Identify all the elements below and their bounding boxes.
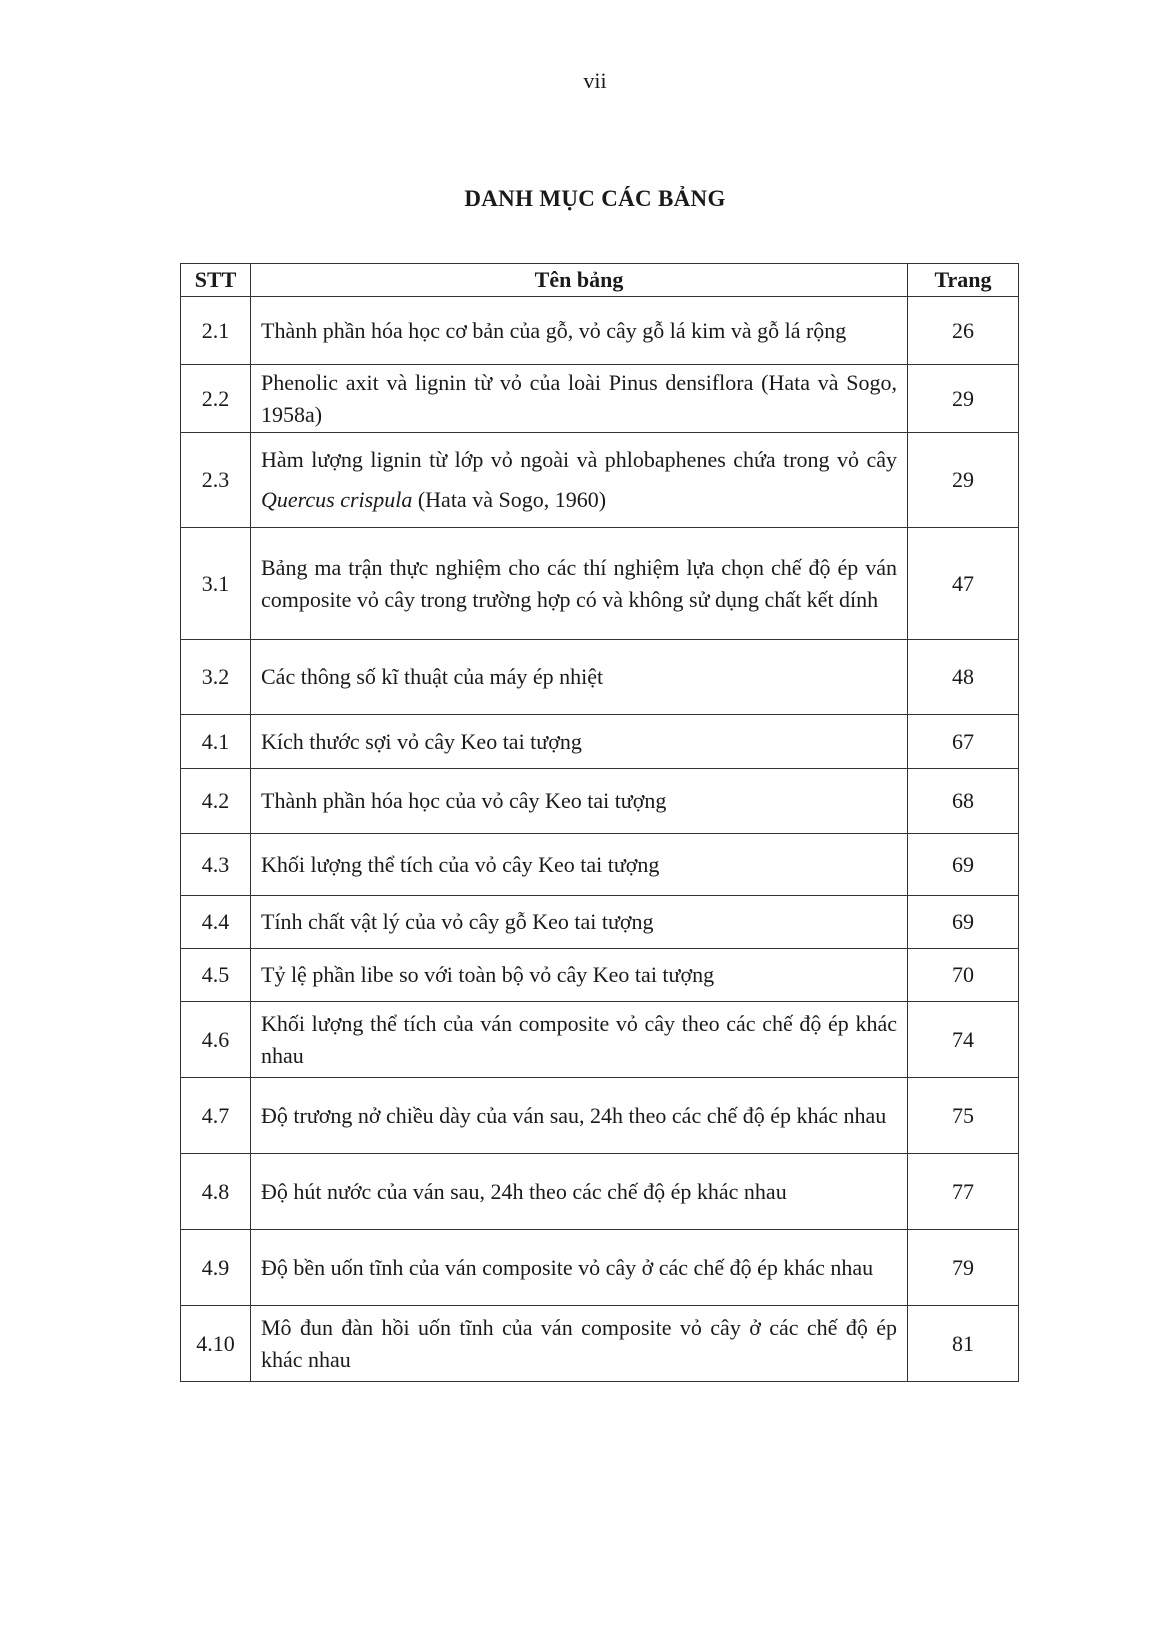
table-row <box>181 433 1019 528</box>
row-page: 69 <box>908 896 1019 949</box>
row-table-name: Độ trương nở chiều dày của ván sau, 24h theo các chế độ ép khác nhau <box>251 1078 908 1154</box>
table-row <box>181 949 1019 1002</box>
row-stt: 4.3 <box>181 834 251 896</box>
row-page: 69 <box>908 834 1019 896</box>
table-row <box>181 1002 1019 1078</box>
page-title: DANH MỤC CÁC BẢNG <box>464 186 726 211</box>
row-page: 47 <box>908 528 1019 640</box>
row-table-name: Thành phần hóa học cơ bản của gỗ, vỏ cây gỗ lá kim và gỗ lá rộng <box>251 297 908 365</box>
table-row <box>181 1230 1019 1306</box>
row-table-name: Độ bền uốn tĩnh của ván composite vỏ cây ở các chế độ ép khác nhau <box>251 1230 908 1306</box>
row-page: 68 <box>908 769 1019 834</box>
row-page: 74 <box>908 1002 1019 1078</box>
table-row <box>181 769 1019 834</box>
row-table-name: Kích thước sợi vỏ cây Keo tai tượng <box>251 715 908 769</box>
row-stt: 4.2 <box>181 769 251 834</box>
row-stt: 2.2 <box>181 365 251 433</box>
row-stt: 4.5 <box>181 949 251 1002</box>
row-stt: 4.7 <box>181 1078 251 1154</box>
row-stt: 3.2 <box>181 640 251 715</box>
table-row <box>181 715 1019 769</box>
row-table-name: Tính chất vật lý của vỏ cây gỗ Keo tai tượng <box>251 896 908 949</box>
table-row <box>181 297 1019 365</box>
table-row <box>181 1078 1019 1154</box>
row-stt: 4.8 <box>181 1154 251 1230</box>
row-table-name: Khối lượng thể tích của ván composite vỏ cây theo các chế độ ép khác nhau <box>251 1002 908 1078</box>
row-table-name: Các thông số kĩ thuật của máy ép nhiệt <box>251 640 908 715</box>
row-page: 75 <box>908 1078 1019 1154</box>
row-stt: 4.9 <box>181 1230 251 1306</box>
row-page: 70 <box>908 949 1019 1002</box>
row-table-name: Tỷ lệ phần libe so với toàn bộ vỏ cây Keo tai tượng <box>251 949 908 1002</box>
row-stt: 4.1 <box>181 715 251 769</box>
row-stt: 2.3 <box>181 433 251 528</box>
table-row <box>181 896 1019 949</box>
table-row <box>181 1154 1019 1230</box>
row-page: 26 <box>908 297 1019 365</box>
row-page: 77 <box>908 1154 1019 1230</box>
row-table-name: Thành phần hóa học của vỏ cây Keo tai tượng <box>251 769 908 834</box>
row-stt: 2.1 <box>181 297 251 365</box>
table-header-row <box>181 264 1019 297</box>
row-table-name: Độ hút nước của ván sau, 24h theo các chế độ ép khác nhau <box>251 1154 908 1230</box>
row-table-name: Phenolic axit và lignin từ vỏ của loài Pinus densiflora (Hata và Sogo, 1958a) <box>251 365 908 433</box>
table-row <box>181 834 1019 896</box>
row-page: 29 <box>908 433 1019 528</box>
row-stt: 4.10 <box>181 1306 251 1382</box>
table-row <box>181 528 1019 640</box>
row-table-name: Khối lượng thể tích của vỏ cây Keo tai tượng <box>251 834 908 896</box>
row-stt: 4.6 <box>181 1002 251 1078</box>
row-page: 81 <box>908 1306 1019 1382</box>
row-page: 48 <box>908 640 1019 715</box>
header-table-name: Tên bảng <box>251 264 908 297</box>
row-table-name-text: Hàm lượng lignin từ lớp vỏ ngoài và phlobaphenes chứa trong vỏ cây <box>261 447 897 472</box>
table-row <box>181 1306 1019 1382</box>
table-row <box>181 365 1019 433</box>
row-stt: 3.1 <box>181 528 251 640</box>
row-stt: 4.4 <box>181 896 251 949</box>
row-page: 29 <box>908 365 1019 433</box>
table-row <box>181 640 1019 715</box>
row-table-name: Bảng ma trận thực nghiệm cho các thí nghiệm lựa chọn chế độ ép ván composite vỏ cây trong trường hợp có và không sử dụng chất kết dính <box>251 528 908 640</box>
row-page: 79 <box>908 1230 1019 1306</box>
table-list <box>180 263 1019 1382</box>
species-name-italic: Quercus crispula <box>261 487 413 512</box>
page-number: vii <box>583 68 607 93</box>
header-stt: STT <box>181 264 251 297</box>
row-table-name <box>251 433 908 528</box>
row-table-name-text: (Hata và Sogo, 1960) <box>412 487 607 512</box>
row-table-name: Mô đun đàn hồi uốn tĩnh của ván composite vỏ cây ở các chế độ ép khác nhau <box>251 1306 908 1382</box>
header-page: Trang <box>908 264 1019 297</box>
row-page: 67 <box>908 715 1019 769</box>
